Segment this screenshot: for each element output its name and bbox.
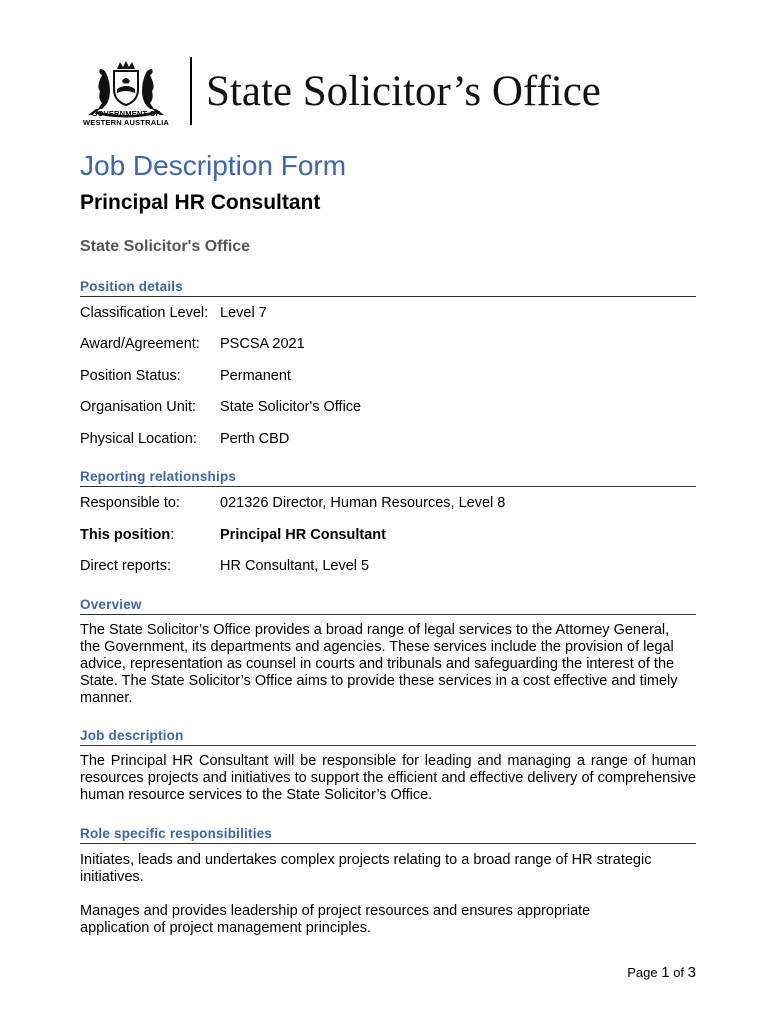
direct-reports-value: HR Consultant, Level 5 [220, 558, 370, 574]
responsible-to-value: 021326 Director, Human Resources, Level 8 [220, 495, 506, 511]
status-label: Position Status: [80, 368, 181, 384]
award-value: PSCSA 2021 [220, 336, 305, 352]
location-value: Perth CBD [220, 431, 290, 447]
status-value: Permanent [220, 368, 291, 384]
responsibility-item: Initiates, leads and undertakes complex projects relating to a broad range of HR strategic initiatives. [80, 852, 652, 885]
total-pages: 3 [687, 964, 696, 981]
responsibilities-heading: Role specific responsibilities [80, 826, 696, 844]
this-position-colon: : [170, 527, 175, 543]
header-divider [190, 57, 192, 125]
responsible-to-label: Responsible to: [80, 495, 180, 511]
position-title: Principal HR Consultant [80, 191, 321, 214]
direct-reports-label: Direct reports: [80, 558, 172, 574]
this-position-value: Principal HR Consultant [220, 527, 386, 543]
location-label: Physical Location: [80, 431, 197, 447]
overview-heading: Overview [80, 597, 696, 615]
org-unit-label: Organisation Unit: [80, 399, 197, 415]
organisation-subtitle: State Solicitor's Office [80, 238, 251, 255]
award-label: Award/Agreement: [80, 336, 200, 352]
crest-caption [80, 110, 172, 127]
position-details-heading: Position details [80, 279, 696, 297]
page-number [627, 964, 696, 982]
org-unit-value: State Solicitor's Office [220, 399, 362, 415]
classification-label: Classification Level: [80, 305, 209, 321]
form-title: Job Description Form [80, 150, 347, 181]
classification-value: Level 7 [220, 305, 267, 321]
crest-caption-line1: GOVERNMENT OF [91, 109, 161, 118]
of-word: of [673, 965, 685, 980]
this-position-label [80, 526, 174, 544]
job-description-text: The Principal HR Consultant will be responsible for leading and managing a range of human resources projects and initiatives to support the efficient and effective delivery of comprehensive human resource services to the State Solicitor’s Office. [80, 753, 696, 803]
crest-caption-line2: WESTERN AUSTRALIA [82, 117, 170, 127]
current-page: 1 [661, 964, 670, 981]
job-description-heading: Job description [80, 728, 696, 746]
responsibility-item: Manages and provides leadership of project resources and ensures appropriate application of project management principles. [80, 903, 591, 936]
this-position-label-text: This position [80, 527, 171, 543]
overview-text: The State Solicitor’s Office provides a broad range of legal services to the Attorney General, the Government, its departments and agencies. These services include the provision of legal advice, representation as counsel in courts and tribunals and safeguarding the interest of the State. The State Solicitor’s Office aims to provide these services in a cost effective and timely manner. [80, 622, 678, 706]
office-wordmark: State Solicitor’s Office [206, 68, 601, 115]
page-word: Page [627, 965, 658, 980]
reporting-heading: Reporting relationships [80, 469, 696, 487]
